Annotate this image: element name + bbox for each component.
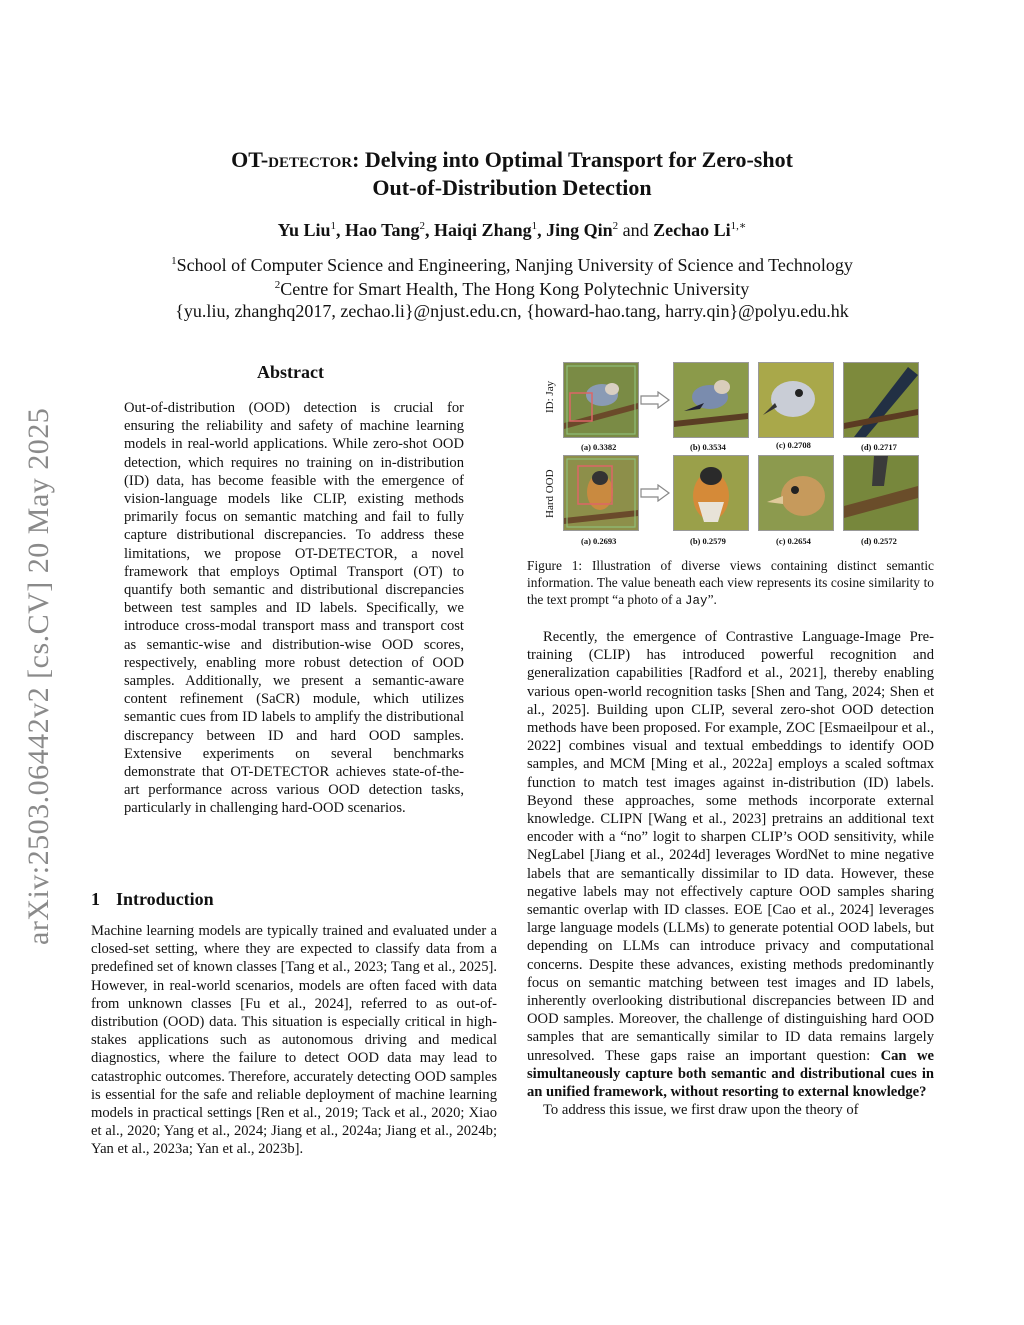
jay-view-b-image xyxy=(673,362,749,438)
title-rest: : Delving into Optimal Transport for Zero-shot xyxy=(352,147,793,172)
title-line-1 xyxy=(0,146,1024,174)
ood-view-d-image xyxy=(843,455,919,531)
view-score-label: (d) 0.2717 xyxy=(861,442,897,452)
view-score-label: (b) 0.3534 xyxy=(690,442,726,452)
title-method-name: detector xyxy=(268,147,353,172)
title-line-2: Out-of-Distribution Detection xyxy=(372,175,652,200)
title-prefix: OT- xyxy=(231,147,269,172)
row-label-id: ID: Jay xyxy=(544,380,556,413)
ood-view-b-image xyxy=(673,455,749,531)
affiliation-1: $^1$School of Computer Science and Engineering, Nanjing University of Science and Technology xyxy=(171,255,853,275)
view-score-label: (a) 0.2693 xyxy=(581,536,617,546)
author: Haiqi Zhang$^1$ xyxy=(434,220,538,240)
figure-1-caption: Figure 1: Illustration of diverse views containing distinct semantic information. The value beneath each view represents its cosine similarity to the text prompt “a photo of a Jay”. xyxy=(527,558,934,608)
author-list: Yu Liu$^1$, Hao Tang$^2$, Haiqi Zhang$^1$, Jing Qin$^2$ and Zechao $Li^{1,∗}$ xyxy=(277,220,747,240)
author: Yu Liu$^1$ xyxy=(277,220,336,240)
right-column-body xyxy=(527,628,934,1119)
ood-view-c-image xyxy=(758,455,834,531)
view-score-label: (a) 0.3382 xyxy=(581,442,617,452)
view-score-label: (b) 0.2579 xyxy=(690,536,726,546)
affiliation-2: $^2$Centre for Smart Health, The Hong Kong Polytechnic University xyxy=(274,279,750,299)
jay-view-a-image xyxy=(563,362,639,438)
figure-1 xyxy=(540,355,940,550)
view-score-label: (d) 0.2572 xyxy=(861,536,897,546)
jay-view-d-image xyxy=(843,362,919,438)
arrow-icon xyxy=(640,484,670,502)
paper-title xyxy=(0,146,1024,202)
arrow-icon xyxy=(640,391,670,409)
ood-view-a-image xyxy=(563,455,639,531)
paragraph-next: To address this issue, we first draw upon the theory of xyxy=(543,1102,859,1119)
author: Hao Tang$^2$ xyxy=(345,220,426,240)
introduction-text: Machine learning models are typically trained and evaluated under a closed-set setting, where they are expected to classify data from a predefined set of known classes [Tang et al., 2023; Tang et al., 2025]. However, in real-world scenarios, models are often faced with data from unknown classes [Fu et al., 2024], referred to as out-of-distribution (OOD) data. This situation is especially critical in high-stakes applications such as autonomous driving and medical diagnostics, where the failure to detect OOD data may lead to catastrophic outcomes. Therefore, accurately detecting OOD samples is essential for the safe and reliable deployment of machine learning models in practical settings [Ren et al., 2019; Tack et al., 2020; Xiao et al., 2020; Yang et al., 2024; Jiang et al., 2024a; Jiang et al., 2024b; Yan et al., 2023a; Yan et al., 2023b]. xyxy=(91,923,497,1158)
row-label-hard-ood: Hard OOD xyxy=(544,469,556,518)
abstract-text: Out-of-distribution (OOD) detection is crucial for ensuring the reliability and safety of machine learning models in real-world applications. While zero-shot OOD detection, which requires no training on in-distribution (ID) data, has become feasible with the emergence of vision-language models like CLIP, existing methods primarily focus on semantic matching and fail to fully capture distributional discrepancies. To address these limitations, we propose OT-DETECTOR, a novel framework that employs Optimal Transport (OT) to quantify both semantic and distributional discrepancies between test samples and ID labels. Specifically, we introduce cross-modal transport mass and transport cost as semantic-wise and distribution-wise OOD scores, respectively, enabling more robust detection of OOD samples. Additionally, we present a semantic-aware content refinement (SaCR) module, which utilizes semantic cues from ID labels to amplify the distributional discrepancy between ID and hard OOD samples. Extensive experiments on several benchmarks demonstrate that OT-DETECTOR achieves state-of-the-art performance across various OOD detection tasks, particularly in challenging hard-OOD scenarios. xyxy=(124,400,464,817)
arxiv-identifier: arXiv:2503.06442v2 [cs.CV] 20 May 2025 xyxy=(22,407,55,945)
paragraph-clip: Recently, the emergence of Contrastive Language-Image Pre-training (CLIP) has introduced powerful recognition and generalization capabilities [Radford et al., 2021], thereby enabling various open-world recognition tasks [Shen and Tang, 2024; Shen et al., 2025]. Building upon CLIP, several zero-shot OOD detection methods have been proposed. For example, ZOC [Esmaeilpour et al., 2022] combines visual and textual embeddings to identify OOD samples, and MCM [Ming et al., 2022a] employs a scaled softmax function to match test images against in-distribution (ID) labels. Beyond these approaches, some methods incorporate external knowledge. CLIPN [Wang et al., 2023] pretrains an additional text encoder with a “no” logit to sharpen CLIP’s OOD sensitivity, while NegLabel [Jiang et al., 2024d] leverages WordNet to mine negative labels that are semantically dissimilar to ID data. However, these negative labels may not effectively capture OOD samples sharing semantic overlap with ID classes. EOE [Cao et al., 2024] leverages large language models (LLMs) to generate potential OOD labels, but depending on LLMs can introduce privacy and computational concerns. Despite these advances, existing methods predominantly focus on semantic matching between test images and ID labels, inherently overlooking distributional discrepancies between ID and OOD samples. Moreover, the challenge of distinguishing hard OOD samples that are semantically similar to ID data remains largely unresolved. These gaps raise an important question: Can we simultaneously capture both semantic and distributional cues in an unified framework, without resorting to external knowledge? xyxy=(527,629,934,1101)
view-score-label: (c) 0.2654 xyxy=(776,536,811,546)
abstract-heading: Abstract xyxy=(257,362,324,382)
author: Zechao $Li^{1,∗}$ xyxy=(653,220,747,240)
author-emails: {yu.liu, zhanghq2017, zechao.li}@njust.edu.cn, {howard-hao.tang, harry.qin}@polyu.edu.hk xyxy=(175,301,849,321)
jay-view-c-image xyxy=(758,362,834,438)
section-heading-introduction: 1 Introduction xyxy=(91,889,214,909)
view-score-label: (c) 0.2708 xyxy=(776,440,811,450)
key-question: Can we simultaneously capture both semantic and distributional cues in an unified framework, without resorting to external knowledge? xyxy=(527,1047,934,1101)
and-word: and xyxy=(622,220,649,240)
author: Jing Qin$^2$ xyxy=(546,220,619,240)
